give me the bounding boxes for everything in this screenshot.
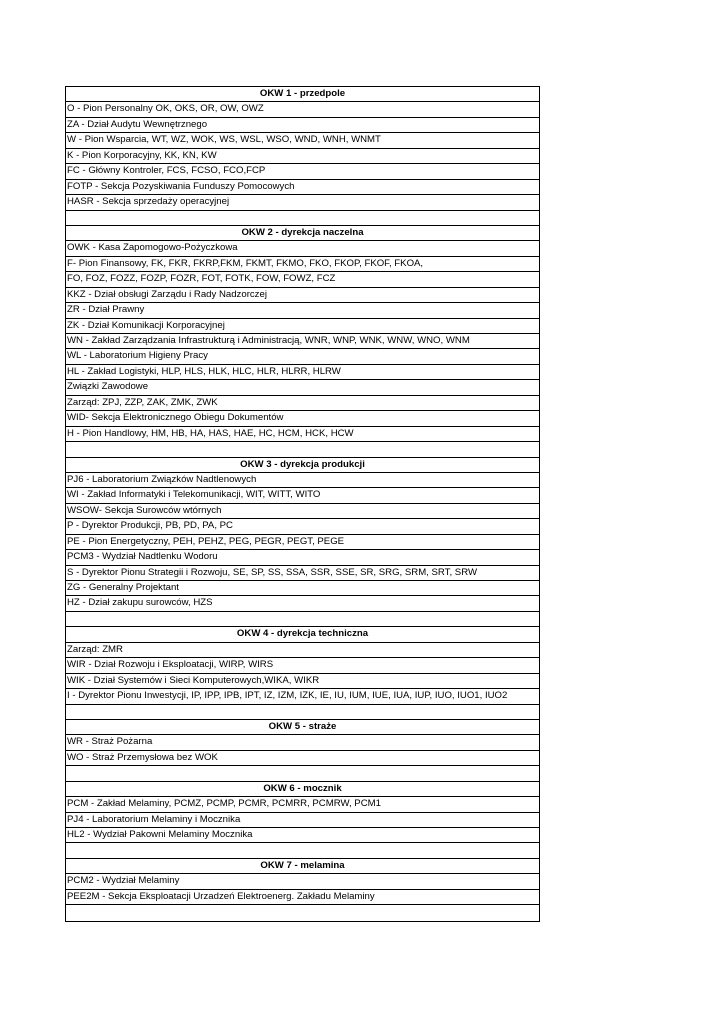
table-row: WO - Straż Przemysłowa bez WOK — [66, 751, 539, 766]
table-row: PCM - Zakład Melaminy, PCMZ, PCMP, PCMR, PCMRR, PCMRW, PCM1 — [66, 797, 539, 812]
section-header: OKW 3 - dyrekcja produkcji — [66, 458, 539, 473]
table-row: KKZ - Dział obsługi Zarządu i Rady Nadzorczej — [66, 288, 539, 303]
table-row: WR - Straż Pożarna — [66, 735, 539, 750]
empty-row — [66, 705, 539, 720]
section-header: OKW 5 - straże — [66, 720, 539, 735]
table-row: PE - Pion Energetyczny, PEH, PEHZ, PEG, PEGR, PEGT, PEGE — [66, 535, 539, 550]
table-row: WIK - Dział Systemów i Sieci Komputerowych,WIKA, WIKR — [66, 674, 539, 689]
section-header: OKW 7 - melamina — [66, 859, 539, 874]
table-row: ZA - Dział Audytu Wewnętrznego — [66, 118, 539, 133]
section-header: OKW 6 - mocznik — [66, 782, 539, 797]
table-row: Związki Zawodowe — [66, 380, 539, 395]
empty-row — [66, 442, 539, 457]
table-row: ZG - Generalny Projektant — [66, 581, 539, 596]
table-row: W - Pion Wsparcia, WT, WZ, WOK, WS, WSL, WSO, WND, WNH, WNMT — [66, 133, 539, 148]
table-row: OWK - Kasa Zapomogowo-Pożyczkowa — [66, 241, 539, 256]
section-header: OKW 1 - przedpole — [66, 87, 539, 102]
table-row: PJ4 - Laboratorium Melaminy i Mocznika — [66, 813, 539, 828]
table-row: WL - Laboratorium Higieny Pracy — [66, 349, 539, 364]
table-row: S - Dyrektor Pionu Strategii i Rozwoju, SE, SP, SS, SSA, SSR, SSE, SR, SRG, SRM, SRT, SRW — [66, 566, 539, 581]
table-row: HASR - Sekcja sprzedaży operacyjnej — [66, 195, 539, 210]
table-row: P - Dyrektor Produkcji, PB, PD, PA, PC — [66, 519, 539, 534]
table-row: WSOW- Sekcja Surowców wtórnych — [66, 504, 539, 519]
table-row: Zarząd: ZPJ, ZZP, ZAK, ZMK, ZWK — [66, 396, 539, 411]
table-row: HL2 - Wydział Pakowni Melaminy Mocznika — [66, 828, 539, 843]
table-row: I - Dyrektor Pionu Inwestycji, IP, IPP, IPB, IPT, IZ, IZM, IZK, IE, IU, IUM, IUE, IUA, IUP, IUO, IUO1, IUO2 — [66, 689, 539, 704]
empty-row — [66, 843, 539, 858]
empty-row — [66, 612, 539, 627]
table-row: ZK - Dział Komunikacji Korporacyjnej — [66, 319, 539, 334]
table-row: HL - Zakład Logistyki, HLP, HLS, HLK, HLC, HLR, HLRR, HLRW — [66, 365, 539, 380]
table-row: PEE2M - Sekcja Eksploatacji Urzadzeń Elektroenerg. Zakładu Melaminy — [66, 890, 539, 905]
table-row: PCM2 - Wydział Melaminy — [66, 874, 539, 889]
table-row: H - Pion Handlowy, HM, HB, HA, HAS, HAE, HC, HCM, HCK, HCW — [66, 427, 539, 442]
table-row: FC - Główny Kontroler, FCS, FCSO, FCO,FCP — [66, 164, 539, 179]
table-row: PCM3 - Wydział Nadtlenku Wodoru — [66, 550, 539, 565]
table-row: F- Pion Finansowy, FK, FKR, FKRP,FKM, FKMT, FKMO, FKO, FKOP, FKOF, FKOA, — [66, 257, 539, 272]
table-row: O - Pion Personalny OK, OKS, OR, OW, OWZ — [66, 102, 539, 117]
empty-row — [66, 766, 539, 781]
empty-row — [66, 905, 539, 920]
empty-row — [66, 211, 539, 226]
table-row: FO, FOZ, FOZZ, FOZP, FOZR, FOT, FOTK, FOW, FOWZ, FCZ — [66, 272, 539, 287]
okw-table — [65, 86, 540, 922]
table-row: WI - Zakład Informatyki i Telekomunikacji, WIT, WITT, WITO — [66, 488, 539, 503]
table-row: K - Pion Korporacyjny, KK, KN, KW — [66, 149, 539, 164]
table-row: PJ6 - Laboratorium Związków Nadtlenowych — [66, 473, 539, 488]
table-row: WIR - Dział Rozwoju i Eksploatacji, WIRP, WIRS — [66, 658, 539, 673]
table-row: HZ - Dział zakupu surowców, HZS — [66, 596, 539, 611]
section-header: OKW 4 - dyrekcja techniczna — [66, 627, 539, 642]
section-header: OKW 2 - dyrekcja naczelna — [66, 226, 539, 241]
table-row: WN - Zakład Zarządzania Infrastrukturą i Administracją, WNR, WNP, WNK, WNW, WNO, WNM — [66, 334, 539, 349]
table-row: FOTP - Sekcja Pozyskiwania Funduszy Pomocowych — [66, 180, 539, 195]
table-row: WID- Sekcja Elektronicznego Obiegu Dokumentów — [66, 411, 539, 426]
table-row: Zarząd: ZMR — [66, 643, 539, 658]
table-row: ZR - Dział Prawny — [66, 303, 539, 318]
